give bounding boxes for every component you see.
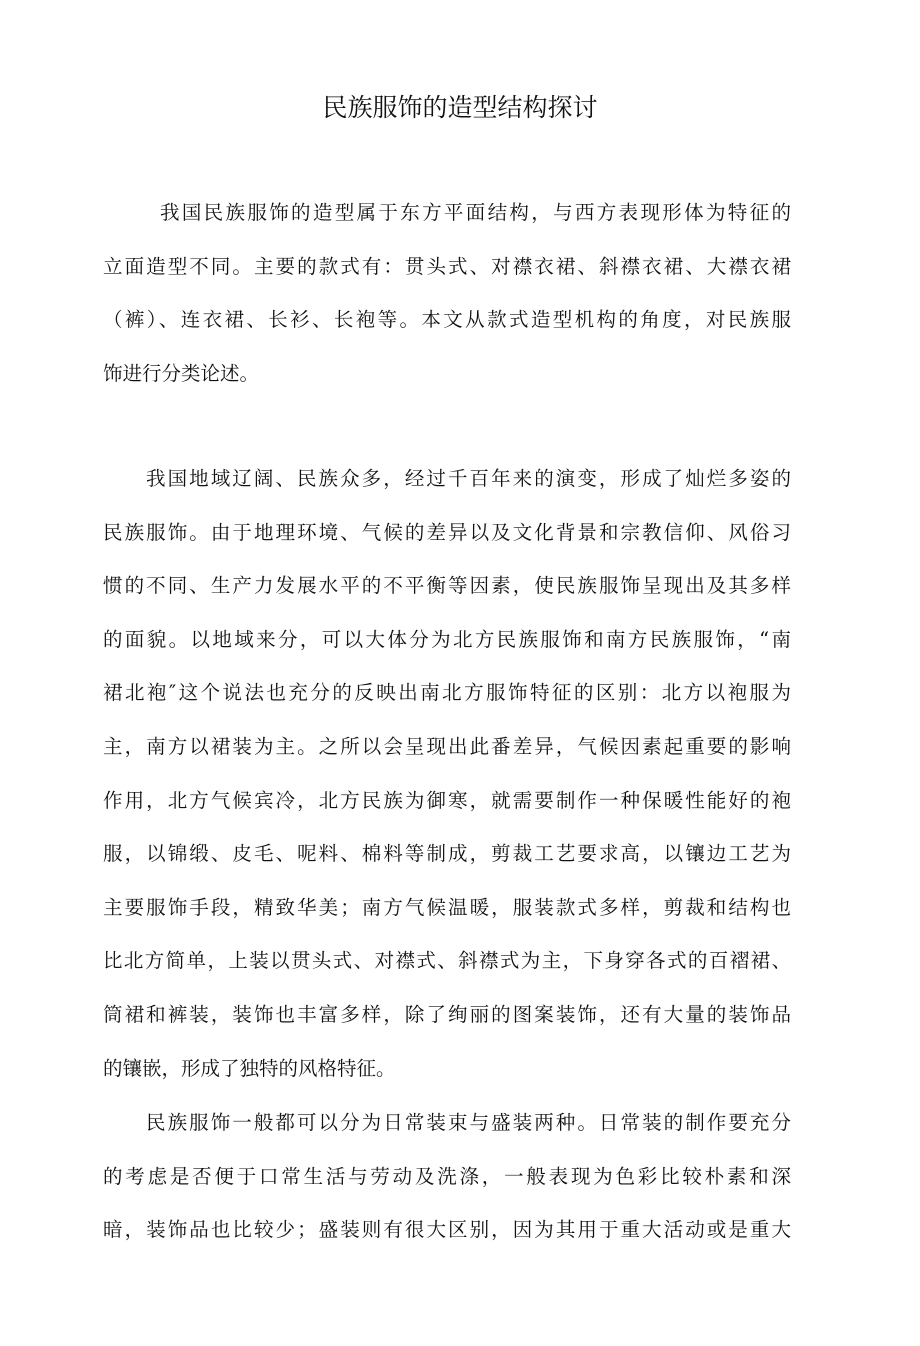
text-line: 的考虑是否便于口常生活与劳动及洗涤，一般表现为色彩比较朴素和深: [103, 1164, 791, 1188]
paragraph-intro: [103, 192, 791, 406]
document-title: 民族服饰的造型结构探讨: [322, 93, 598, 122]
text-line: 立面造型不同。主要的款式有：贯头式、对襟衣裙、斜襟衣裙、大襟衣裙: [103, 254, 791, 278]
paragraph-daily-vs-festive: [103, 1102, 791, 1263]
text-line: 民族服饰一般都可以分为日常装束与盛装两种。日常装的制作要充分: [146, 1111, 791, 1134]
text-line: 我国地域辽阔、民族众多，经过千百年来的演变，形成了灿烂多姿的: [146, 467, 791, 490]
text-line: 民族服饰。由于地理环境、气候的差异以及文化背景和宗教信仰、风俗习: [103, 520, 791, 544]
text-line: 我国民族服饰的造型属于东方平面结构，与西方表现形体为特征的: [160, 201, 791, 224]
paragraph-regional-differences: [103, 458, 791, 1101]
text-line: 主，南方以裙装为主。之所以会呈现出此番差异，气候因素起重要的影响: [103, 734, 791, 758]
text-line: 主要服饰手段，精致华美；南方气候温暖，服装款式多样，剪裁和结构也: [103, 895, 791, 919]
text-line: 服，以锦缎、皮毛、呢料、棉料等制成，剪裁工艺要求高，以镶边工艺为: [103, 842, 791, 866]
text-line: 的镶嵌，形成了独特的风格特征。: [103, 1056, 396, 1080]
text-line: 裙北袍″这个说法也充分的反映出南北方服饰特征的区别：北方以袍服为: [103, 681, 791, 705]
text-line: 的面貌。以地域来分，可以大体分为北方民族服饰和南方民族服饰，“南: [103, 627, 791, 651]
text-line: 作用，北方气候宾冷，北方民族为御寒，就需要制作一种保暖性能好的袍: [103, 788, 791, 812]
text-line: 惯的不同、生产力发展水平的不平衡等因素，使民族服饰呈现出及其多样: [103, 574, 791, 598]
text-line: 比北方简单，上装以贯头式、对襟式、斜襟式为主，下身穿各式的百褶裙、: [103, 949, 791, 973]
text-line: （裤）、连衣裙、长衫、长袍等。本文从款式造型机构的角度，对民族服: [103, 308, 791, 332]
text-line: 暗，装饰品也比较少；盛装则有很大区别，因为其用于重大活动或是重大: [103, 1218, 791, 1242]
text-line: 饰进行分类论述。: [103, 361, 260, 385]
text-line: 筒裙和裤装，装饰也丰富多样，除了绚丽的图案装饰，还有大量的装饰品: [103, 1002, 791, 1026]
